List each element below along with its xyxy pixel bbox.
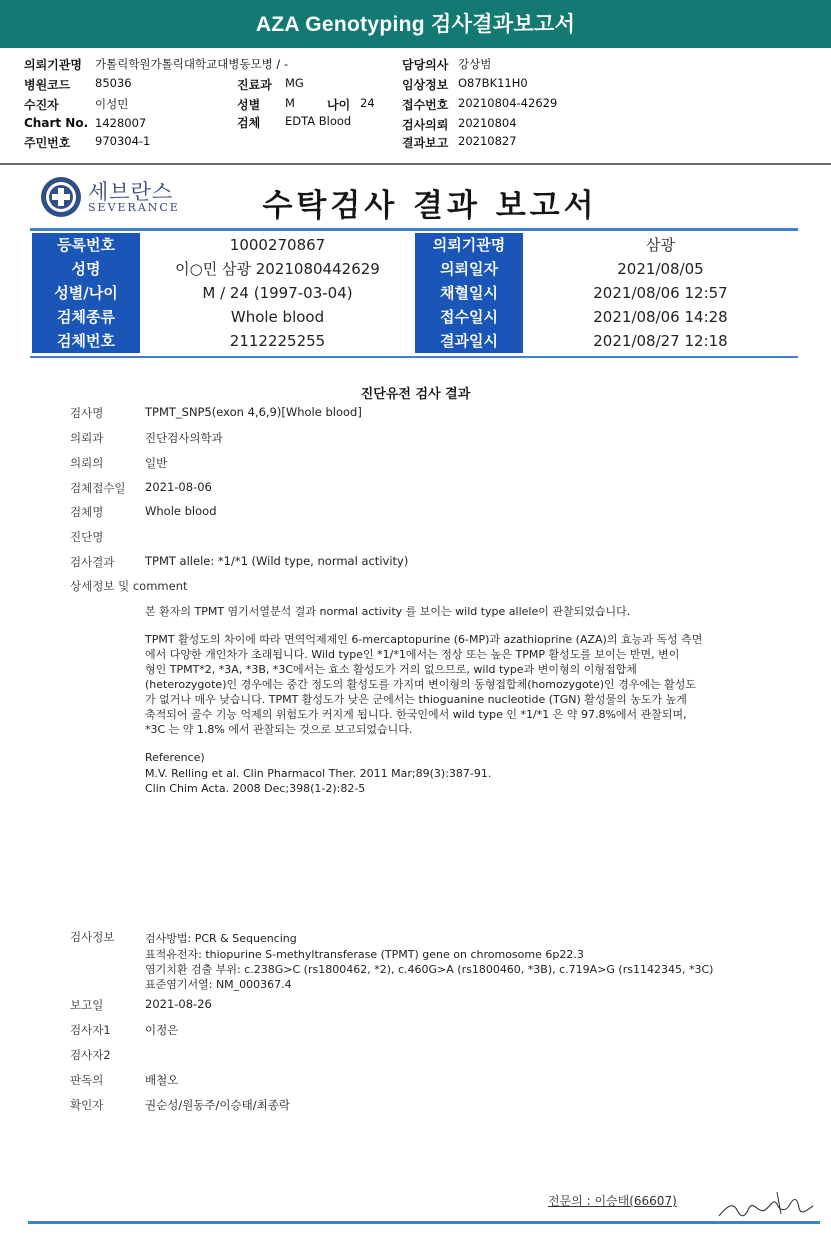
comment-summary: 본 환자의 TPMT 염기서열분석 결과 normal activity 를 보이는 wild type allele이 관찰되었습니다.	[145, 605, 631, 618]
severance-seal-logo	[40, 176, 82, 218]
summary-value: 강상범	[458, 57, 492, 71]
result-label: 검체접수일	[70, 481, 126, 495]
info-value: 삼광	[646, 236, 675, 254]
comment-line: TPMT 활성도의 차이에 따라 면역억제제인 6-mercaptopurine (6-MP)과 azathioprine (AZA)의 효능과 독성 측면	[145, 633, 703, 646]
summary-divider	[0, 163, 831, 165]
hospital-name-en: SEVERANCE	[88, 201, 180, 214]
info-label: 채혈일시	[415, 281, 523, 305]
footer-label: 보고일	[70, 998, 104, 1012]
summary-label: 나이	[327, 98, 351, 112]
info-value: 2021/08/06 14:28	[593, 308, 728, 326]
header-rule	[30, 228, 798, 231]
summary-label: 진료과	[237, 78, 272, 92]
summary-value: 이성민	[95, 97, 129, 111]
info-label: 성명	[32, 257, 140, 281]
result-value: TPMT allele: *1/*1 (Wild type, normal activity)	[145, 554, 409, 568]
footer-label: 검사자2	[70, 1048, 111, 1062]
summary-value: EDTA Blood	[285, 114, 352, 128]
result-label: 진단명	[70, 530, 104, 544]
result-value: TPMT_SNP5(exon 4,6,9)[Whole blood]	[145, 405, 362, 419]
info-value: Whole blood	[230, 308, 325, 326]
summary-label: 임상정보	[402, 78, 449, 92]
info-label: 검체종류	[32, 305, 140, 329]
footer-value: 권순성/원동주/이승태/최종락	[145, 1098, 290, 1112]
specialist-contact: 전문의 : 이승태(66607)	[548, 1194, 677, 1208]
summary-value: 20210804	[458, 116, 517, 130]
footer-value: 2021-08-26	[145, 997, 212, 1011]
summary-label: 수진자	[24, 98, 59, 112]
summary-value: MG	[285, 76, 304, 90]
info-value: 2021/08/06 12:57	[593, 284, 728, 302]
reference-line: M.V. Relling et al. Clin Pharmacol Ther. 2011 Mar;89(3):387-91.	[145, 767, 492, 780]
info-value: 2112225255	[229, 332, 326, 350]
report-banner-title: AZA Genotyping 검사결과보고서	[0, 0, 831, 48]
footer-value: 이정은	[145, 1023, 179, 1037]
result-section-title: 진단유전 검사 결과	[360, 387, 471, 402]
summary-block	[0, 48, 831, 162]
summary-value: 20210827	[458, 134, 517, 148]
result-value: 2021-08-06	[145, 480, 212, 494]
footer-label: 검사자1	[70, 1023, 111, 1037]
info-label: 의뢰일자	[415, 257, 523, 281]
summary-value: 가톨릭학원가톨릭대학교대병동모병 / -	[95, 57, 289, 71]
result-label: 검체명	[70, 505, 104, 519]
summary-value: 1428007	[95, 116, 147, 130]
info-value: 이○민 삼광 2021080442629	[175, 260, 380, 278]
summary-label: Chart No.	[24, 116, 89, 130]
comment-line: 축적되어 골수 기능 억제의 위험도가 커지게 됩니다. 한국인에서 wild type 인 *1/*1 은 약 97.8%에서 관찰되며,	[145, 708, 687, 721]
summary-label: 접수번호	[402, 98, 449, 112]
info-value: M / 24 (1997-03-04)	[202, 284, 353, 302]
test-info-line: 염기치환 검출 부위: c.238G>C (rs1800462, *2), c.460G>A (rs1800460, *3B), c.719A>G (rs1142345, *3C)	[145, 963, 714, 976]
info-label: 접수일시	[415, 305, 523, 329]
summary-label: 병원코드	[24, 78, 71, 92]
summary-label: 의뢰기관명	[24, 58, 82, 72]
result-value: Whole blood	[145, 504, 217, 518]
comment-line: *3C 는 약 1.8% 에서 관찰되는 것으로 보고되었습니다.	[145, 723, 413, 736]
hospital-name-ko: 세브란스	[88, 180, 174, 204]
comment-line: 에서 다양한 개인차가 초래됩니다. Wild type인 *1/*1에서는 정상 또는 높은 TPMP 활성도를 보이는 반면, 변이	[145, 648, 680, 661]
result-label: 의뢰의	[70, 456, 104, 470]
footer-label: 판독의	[70, 1073, 104, 1087]
info-label: 의뢰기관명	[415, 233, 523, 257]
summary-value: 85036	[95, 76, 132, 90]
info-label: 검체번호	[32, 329, 140, 353]
test-info-line: 검사방법: PCR & Sequencing	[145, 932, 297, 945]
info-value: 1000270867	[229, 236, 326, 254]
comment-line: 형인 TPMT*2, *3A, *3B, *3C에서는 효소 활성도가 거의 없으므로, wild type과 변이형의 이형접합체	[145, 663, 637, 676]
summary-value: 20210804-42629	[458, 96, 558, 110]
result-label: 의뢰과	[70, 431, 104, 445]
summary-label: 결과보고	[402, 136, 449, 150]
summary-value: 24	[360, 96, 375, 110]
result-value: 일반	[145, 456, 168, 470]
test-info-line: 표준염기서열: NM_000367.4	[145, 978, 292, 991]
signature-image	[715, 1188, 815, 1224]
summary-label: 성별	[237, 98, 261, 112]
comment-line: 가 없거나 매우 낮습니다. TPMT 활성도가 낮은 군에서는 thioguanine nucleotide (TGN) 활성물의 농도가 높게	[145, 693, 687, 706]
info-label: 등록번호	[32, 233, 140, 257]
comment-line: (heterozygote)인 경우에는 중간 정도의 활성도를 가지며 변이형의 동형접합체(homozygote)인 경우에는 활성도	[145, 678, 697, 691]
summary-label: 검체	[237, 116, 261, 130]
reference-line: Clin Chim Acta. 2008 Dec;398(1-2):82-5	[145, 782, 366, 795]
test-info-line: 표적유전자: thiopurine S-methyltransferase (TPMT) gene on chromosome 6p22.3	[145, 948, 584, 961]
result-label: 검사명	[70, 406, 104, 420]
result-label: 검사결과	[70, 555, 115, 569]
footer-label: 확인자	[70, 1098, 104, 1112]
info-label: 결과일시	[415, 329, 523, 353]
info-value: 2021/08/05	[617, 260, 704, 278]
test-info-label: 검사정보	[70, 930, 115, 944]
comment-label: 상세정보 및 comment	[70, 579, 188, 593]
report-title: 수탁검사 결과 보고서	[262, 188, 598, 224]
summary-label: 담당의사	[402, 58, 449, 72]
info-label: 성별/나이	[32, 281, 140, 305]
summary-label: 검사의뢰	[402, 118, 449, 132]
summary-value: M	[285, 96, 295, 110]
footer-rule	[28, 1221, 820, 1224]
result-value: 진단검사의학과	[145, 431, 223, 445]
summary-value: 970304-1	[95, 134, 151, 148]
info-value: 2021/08/27 12:18	[593, 332, 728, 350]
reference-line: Reference)	[145, 751, 205, 764]
footer-value: 배철오	[145, 1073, 179, 1087]
summary-label: 주민번호	[24, 136, 71, 150]
table-bottom-rule	[30, 356, 798, 358]
summary-value: O87BK11H0	[458, 76, 528, 90]
